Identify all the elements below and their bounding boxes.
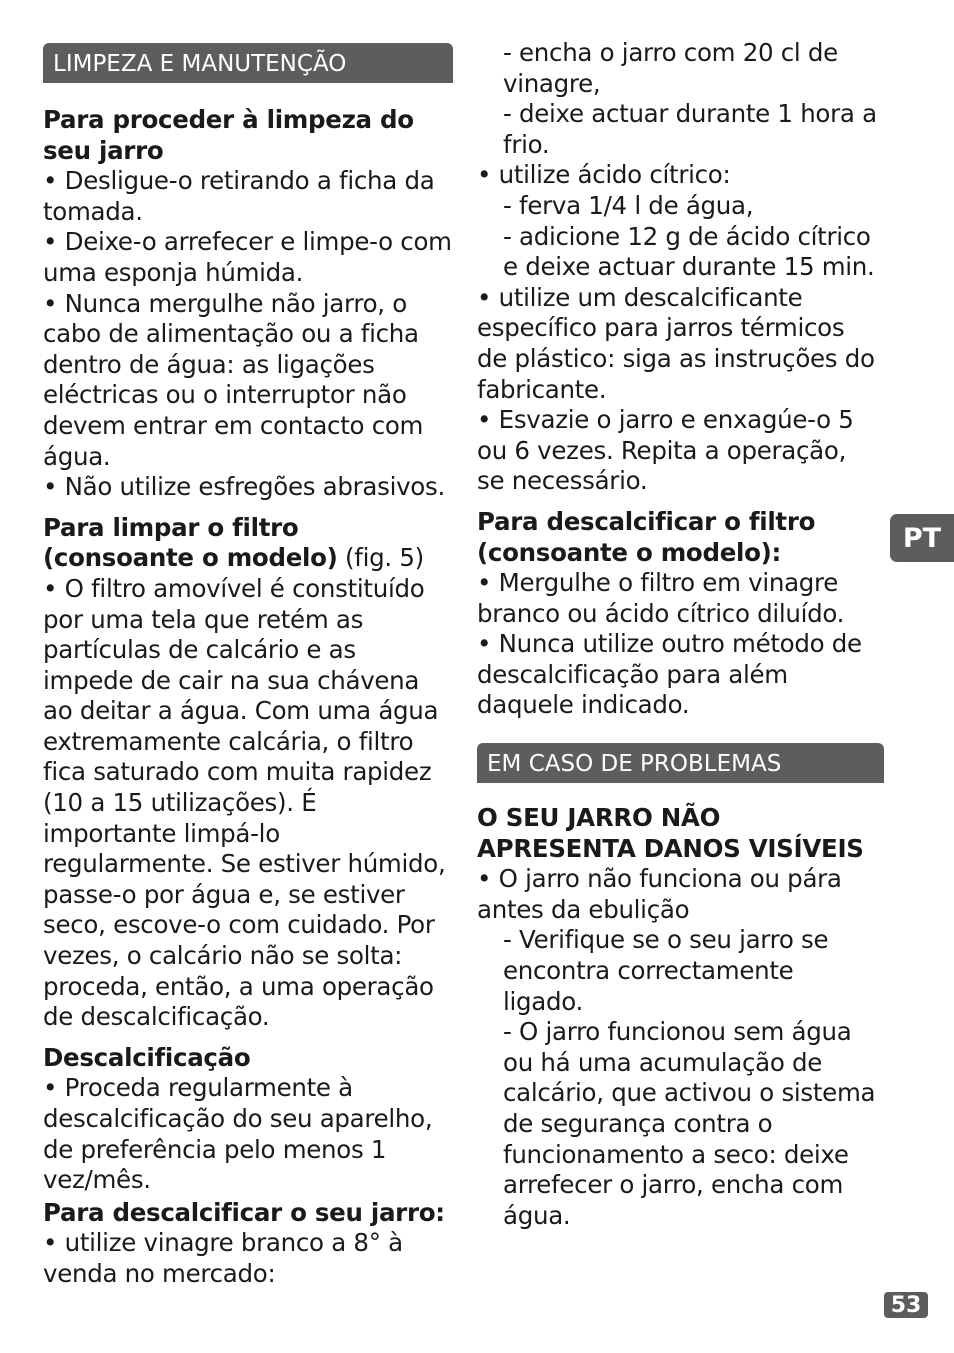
left-column: [43, 0, 453, 1290]
heading-no-visible-damage: O SEU JARRO NÃO APRESENTA DANOS VISÍVEIS: [477, 803, 864, 863]
bullet-item: • Proceda regularmente à descalcificação do seu aparelho, de preferência pelo menos 1 vez/mês.: [43, 1073, 433, 1195]
bullet-item: • Mergulhe o filtro em vinagre branco ou ácido cítrico diluído.: [477, 568, 845, 628]
bullet-item: • O jarro não funciona ou pára antes da ebulição: [477, 864, 842, 924]
section-banner-cleaning: LIMPEZA E MANUTENÇÃO: [43, 43, 453, 83]
right-column: [477, 0, 877, 1231]
dash-item: - deixe actuar durante 1 hora a frio.: [503, 99, 877, 159]
bullet-item: • utilize ácido cítrico:: [477, 160, 731, 190]
heading-descale-jug: Para descalcificar o seu jarro:: [43, 1197, 445, 1227]
bullet-item: • Não utilize esfregões abrasivos.: [43, 472, 445, 502]
bullet-item: • Desligue-o retirando a ficha da tomada.: [43, 166, 435, 226]
section-banner-problems: EM CASO DE PROBLEMAS: [477, 743, 884, 783]
dash-item: - Verifique se o seu jarro se encontra correctamente ligado.: [503, 925, 829, 1016]
figure-reference: (fig. 5): [337, 543, 424, 573]
bullet-item: • O filtro amovível é constituído por uma tela que retém as partículas de calcário e as impede de cair na sua chávena ao deitar a água. Com uma água extremamente calcária, o filtro fica saturado com muita rapidez (10 a 15 utilizações). É importante limpá-lo regularmente. Se estiver húmido, passe-o por água e, se estiver seco, escove-o com cuidado. Por vezes, o calcário não se solta: proceda, então, a uma operação de descalcificação.: [43, 573, 446, 1032]
dash-item: - ferva 1/4 l de água,: [503, 190, 754, 220]
heading-cleaning-jug: Para proceder à limpeza do seu jarro: [43, 105, 414, 165]
bullet-item: • Nunca mergulhe não jarro, o cabo de alimentação ou a ficha dentro de água: as ligações eléctricas ou o interruptor não devem entrar em contacto com água.: [43, 288, 424, 471]
page-number: 53: [884, 1292, 928, 1318]
bullet-item: • utilize um descalcificante específico para jarros térmicos de plástico: siga as instruções do fabricante.: [477, 282, 875, 404]
heading-filter-bold: Para limpar o filtro (consoante o modelo): [43, 512, 338, 573]
bullet-item: • Nunca utilize outro método de descalcificação para além daquele indicado.: [477, 629, 862, 720]
heading-descale-filter: Para descalcificar o filtro (consoante o modelo):: [477, 506, 816, 567]
dash-item: - O jarro funcionou sem água ou há uma acumulação de calcário, que activou o sistema de segurança contra o funcionamento a seco: deixe arrefecer o jarro, encha com água.: [503, 1017, 876, 1230]
language-tab: PT: [890, 514, 954, 562]
heading-descaling: Descalcificação: [43, 1042, 251, 1072]
heading-filter-cleaning: [43, 513, 453, 574]
dash-item: - encha o jarro com 20 cl de vinagre,: [503, 38, 838, 98]
dash-item: - adicione 12 g de ácido cítrico e deixe actuar durante 15 min.: [503, 221, 875, 282]
bullet-item: • Deixe-o arrefecer e limpe-o com uma esponja húmida.: [43, 227, 452, 287]
bullet-item: • utilize vinagre branco a 8° à venda no mercado:: [43, 1228, 403, 1288]
bullet-item: • Esvazie o jarro e enxagúe-o 5 ou 6 vezes. Repita a operação, se necessário.: [477, 405, 854, 496]
